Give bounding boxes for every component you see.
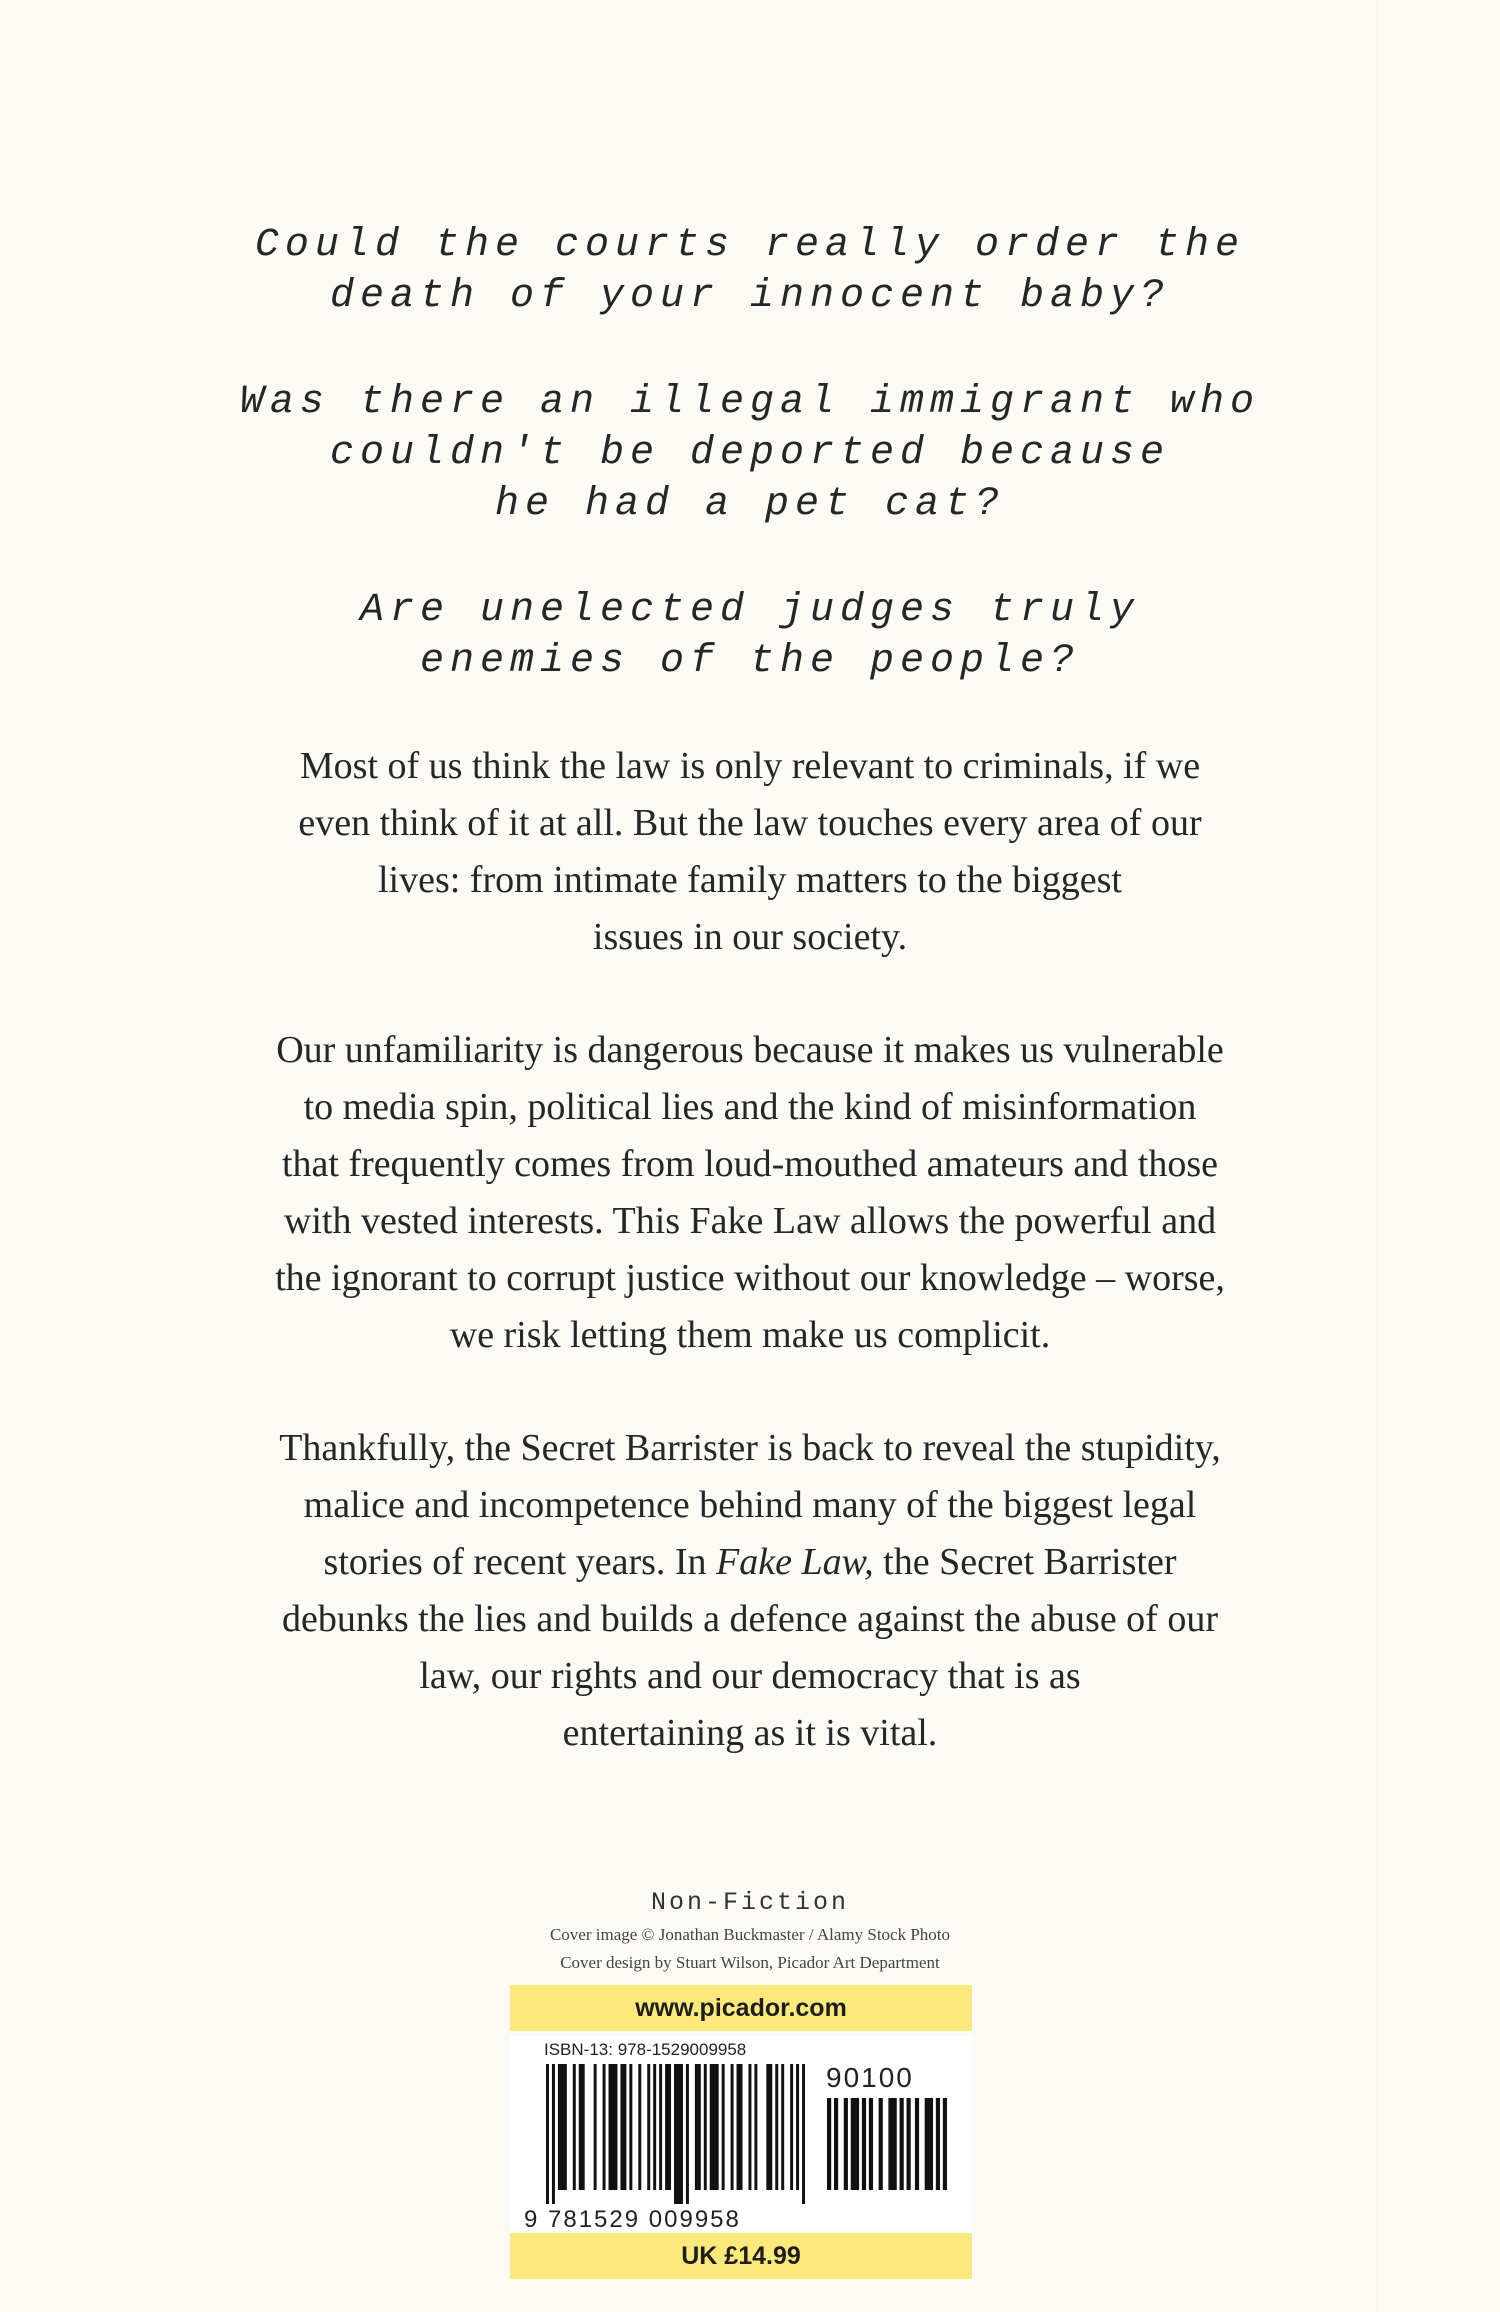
blurb-text: the Secret Barrister [873, 1541, 1177, 1583]
blurb-line: entertaining as it is vital. [562, 1712, 938, 1754]
blurb-line: we risk letting them make us complicit. [449, 1314, 1051, 1356]
barcode-digits: 9 781529 009958 [524, 2206, 741, 2233]
cover-image-credit: Cover image © Jonathan Buckmaster / Alamy Stock Photo [549, 1925, 951, 1944]
blurb-line: Our unfamiliarity is dangerous because it makes us vulnerable [276, 1029, 1224, 1071]
barcode-stripe [925, 2098, 933, 2190]
blurb-line: with vested interests. This Fake Law allows the powerful and [283, 1200, 1217, 1242]
isbn-label: ISBN-13: 978-1529009958 [544, 2040, 747, 2059]
barcode-stripe [695, 2064, 701, 2190]
barcode-stripe [731, 2064, 734, 2190]
question-line: Are unelected judges truly [359, 588, 1141, 633]
barcode-stripe [879, 2098, 883, 2190]
barcode-stripe [790, 2064, 793, 2190]
barcode-stripe [851, 2098, 859, 2190]
genre-label: Non-Fiction [650, 1888, 850, 1917]
barcode-stripe [900, 2098, 904, 2190]
barcode-stripe [710, 2064, 719, 2190]
blurb-line: law, our rights and our democracy that is as [419, 1655, 1081, 1697]
question-3 [100, 585, 1400, 687]
barcode-stripe [862, 2098, 866, 2190]
question-line: enemies of the people? [419, 639, 1081, 684]
barcode-stripe [647, 2064, 650, 2190]
barcode-stripe [943, 2098, 947, 2190]
blurb-paragraph-2 [110, 1022, 1390, 1364]
barcode-stripe [748, 2064, 751, 2190]
blurb-line: Thankfully, the Secret Barrister is back to reveal the stupidity, [279, 1427, 1221, 1469]
barcode-stripe [737, 2064, 743, 2190]
barcode-stripe [546, 2064, 549, 2204]
website-link[interactable]: www.picador.com [510, 1985, 972, 2031]
barcode-stripe [629, 2064, 632, 2190]
teaser-questions [100, 220, 1400, 742]
blurb [110, 738, 1390, 1818]
barcode-panel [510, 2036, 972, 2231]
blurb-paragraph-3 [110, 1420, 1390, 1762]
blurb-line: malice and incompetence behind many of the biggest legal [303, 1484, 1197, 1526]
barcode-stripe [552, 2064, 555, 2204]
barcode-stripe [844, 2098, 848, 2190]
barcode-stripe [834, 2098, 838, 2190]
blurb-line: lives: from intimate family matters to the biggest [377, 859, 1122, 901]
question-line: he had a pet cat? [494, 482, 1006, 527]
barcode-stripe [754, 2064, 757, 2190]
blurb-text: stories of recent years. In [323, 1541, 717, 1583]
price-label: UK £14.99 [510, 2233, 972, 2279]
price-code: 90100 [826, 2062, 914, 2093]
barcode-stripe [665, 2064, 671, 2190]
barcode-stripe [827, 2098, 831, 2190]
barcode-stripe [609, 2064, 618, 2190]
barcode-stripe [594, 2064, 597, 2190]
question-line: death of your innocent baby? [329, 274, 1171, 319]
barcode-stripe [888, 2098, 896, 2190]
barcode-stripe [722, 2064, 725, 2190]
barcode-stripe [907, 2098, 911, 2190]
barcode-stripe [653, 2064, 656, 2190]
barcode-stripe [936, 2098, 940, 2190]
barcode-stripe [573, 2064, 576, 2190]
barcode-stripe [686, 2064, 689, 2204]
barcode-stripe [802, 2064, 805, 2204]
question-2 [100, 377, 1400, 530]
blurb-line: issues in our society. [592, 916, 908, 958]
question-1 [100, 220, 1400, 322]
barcode-stripe [869, 2098, 873, 2190]
blurb-paragraph-1 [110, 738, 1390, 966]
barcode-stripe [603, 2064, 606, 2190]
barcode-stripe [915, 2098, 919, 2190]
barcode-stripe [775, 2064, 778, 2190]
barcode-stripe [674, 2064, 683, 2204]
blurb-line: to media spin, political lies and the kind of misinformation [303, 1086, 1197, 1128]
blurb-line: Most of us think the law is only relevant to criminals, if we [299, 745, 1201, 787]
blurb-line: even think of it at all. But the law touches every area of our [298, 802, 1202, 844]
barcode-stripe [704, 2064, 707, 2190]
blurb-line [110, 1534, 1390, 1591]
blurb-line: that frequently comes from loud-mouthed amateurs and those [281, 1143, 1218, 1185]
question-line: Was there an illegal immigrant who [239, 380, 1261, 425]
barcode-stripe [766, 2064, 772, 2190]
barcode-addon-icon [827, 2098, 947, 2204]
book-title: Fake Law, [716, 1541, 874, 1583]
barcode-stripe [620, 2064, 626, 2190]
cover-design-credit: Cover design by Stuart Wilson, Picador Art Department [560, 1953, 940, 1972]
question-line: couldn't be deported because [329, 431, 1171, 476]
question-line: Could the courts really order the [254, 223, 1246, 268]
barcode-stripe [638, 2064, 641, 2190]
barcode-stripe [796, 2064, 799, 2190]
barcode-icon [546, 2064, 808, 2204]
barcode-stripe [659, 2064, 662, 2190]
barcode-stripe [558, 2064, 567, 2190]
barcode-stripe [579, 2064, 585, 2190]
blurb-line: the ignorant to corrupt justice without our knowledge – worse, [275, 1257, 1225, 1299]
blurb-line: debunks the lies and builds a defence against the abuse of our [282, 1598, 1218, 1640]
barcode-stripe [781, 2064, 784, 2190]
